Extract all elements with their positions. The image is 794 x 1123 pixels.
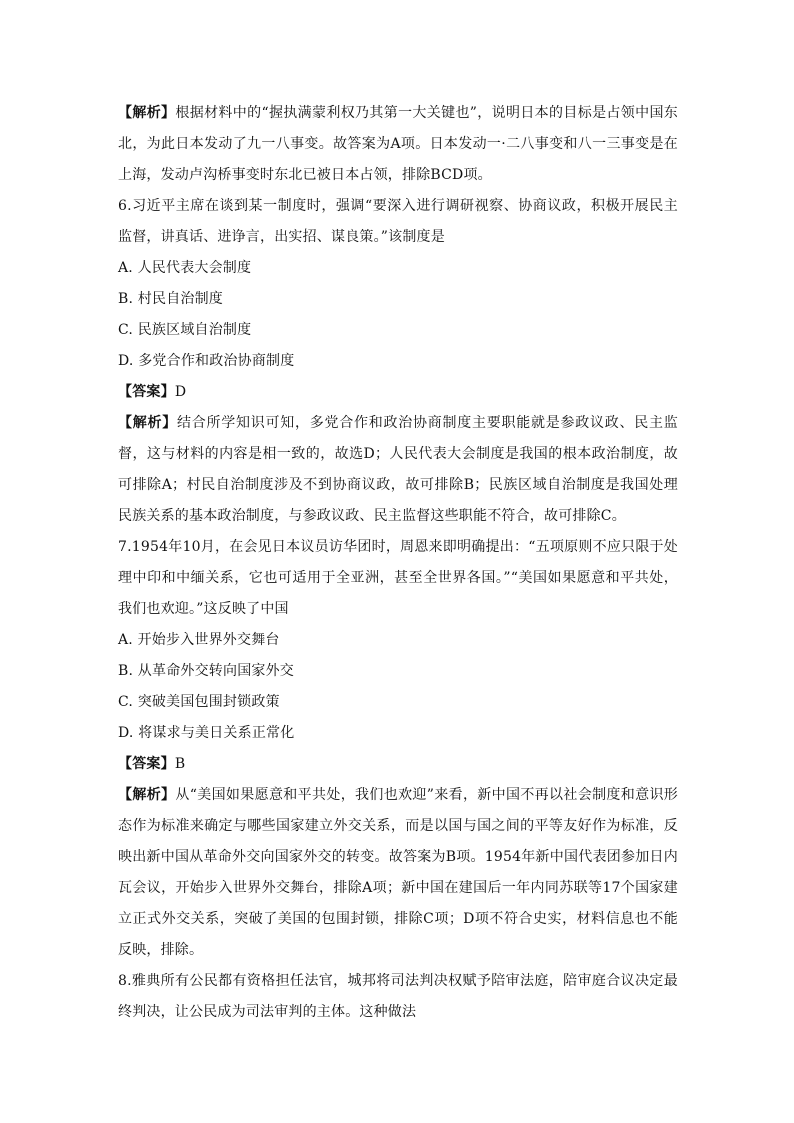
section-tag: 【答案】 — [118, 384, 175, 400]
paragraph-text: 根据材料中的“握执满蒙利权乃其第一大关键也”，说明日本的目标是占领中国东北，为此日本发动了九一八事变。故答案为A项。日本发动一·二八事变和八一三事变是在上海，发动卢沟桥事变时东北已被日本占领，排除BCD项。 — [118, 105, 678, 183]
paragraph-text: D — [174, 384, 187, 400]
paragraph-text: 7.1954年10月，在会见日本议员访华团时，周恩来即明确提出：“五项原则不应只限于处理中印和中缅关系，它也可适用于全亚洲，甚至全世界各国。”“美国如果愿意和平共处，我们也欢迎。”这反映了中国 — [118, 539, 678, 617]
answer-option — [118, 625, 678, 656]
paragraph-text: 8.雅典所有公民都有资格担任法官，城邦将司法判决权赋予陪审法庭，陪审庭合议决定最终判决，让公民成为司法审判的主体。这种做法 — [118, 973, 678, 1020]
paragraph-text: B. 从革命外交转向国家外交 — [118, 663, 294, 679]
labeled-paragraph — [118, 408, 678, 532]
paragraph-text: B. 村民自治制度 — [118, 291, 223, 307]
section-tag: 【解析】 — [118, 787, 176, 803]
document-body — [118, 98, 678, 1028]
paragraph-text: C. 民族区域自治制度 — [118, 322, 252, 338]
answer-option — [118, 687, 678, 718]
labeled-paragraph — [118, 98, 678, 191]
question-paragraph — [118, 191, 678, 253]
labeled-paragraph — [118, 749, 678, 780]
section-tag: 【答案】 — [118, 756, 175, 772]
answer-option — [118, 346, 678, 377]
paragraph-text: D. 将谋求与美日关系正常化 — [118, 725, 295, 741]
section-tag: 【解析】 — [118, 415, 178, 431]
answer-option — [118, 315, 678, 346]
question-paragraph — [118, 532, 678, 625]
paragraph-text: B — [174, 756, 186, 772]
paragraph-text: A. 开始步入世界外交舞台 — [118, 632, 280, 648]
paragraph-text: 从“美国如果愿意和平共处，我们也欢迎”来看，新中国不再以社会制度和意识形态作为标准来确定与哪些国家建立外交关系，而是以国与国之间的平等友好作为标准，反映出新中国从革命外交向国家外交的转变。故答案为B项。1954年新中国代表团参加日内瓦会议，开始步入世界外交舞台，排除A项；新中国在建国后一年内同苏联等17个国家建立正式外交关系，突破了美国的包围封锁，排除C项；D项不符合史实，材料信息也不能反映，排除。 — [118, 787, 678, 958]
paragraph-text: D. 多党合作和政治协商制度 — [118, 353, 295, 369]
section-tag: 【解析】 — [118, 105, 176, 121]
answer-option — [118, 718, 678, 749]
labeled-paragraph — [118, 377, 678, 408]
labeled-paragraph — [118, 780, 678, 966]
paragraph-text: 结合所学知识可知，多党合作和政治协商制度主要职能就是参政议政、民主监督，这与材料的内容是相一致的，故选D；人民代表大会制度是我国的根本政治制度，故可排除A；村民自治制度涉及不到协商议政，故可排除B；民族区域自治制度是我国处理民族关系的基本政治制度，与参政议政、民主监督这些职能不符合，故可排除C。 — [118, 415, 678, 524]
paragraph-text: C. 突破美国包围封锁政策 — [118, 694, 280, 710]
question-paragraph — [118, 966, 678, 1028]
paragraph-text: 6.习近平主席在谈到某一制度时，强调“要深入进行调研视察、协商议政，积极开展民主监督，讲真话、进诤言，出实招、谋良策。”该制度是 — [118, 198, 678, 245]
answer-option — [118, 656, 678, 687]
paragraph-text: A. 人民代表大会制度 — [118, 260, 252, 276]
answer-option — [118, 253, 678, 284]
answer-option — [118, 284, 678, 315]
